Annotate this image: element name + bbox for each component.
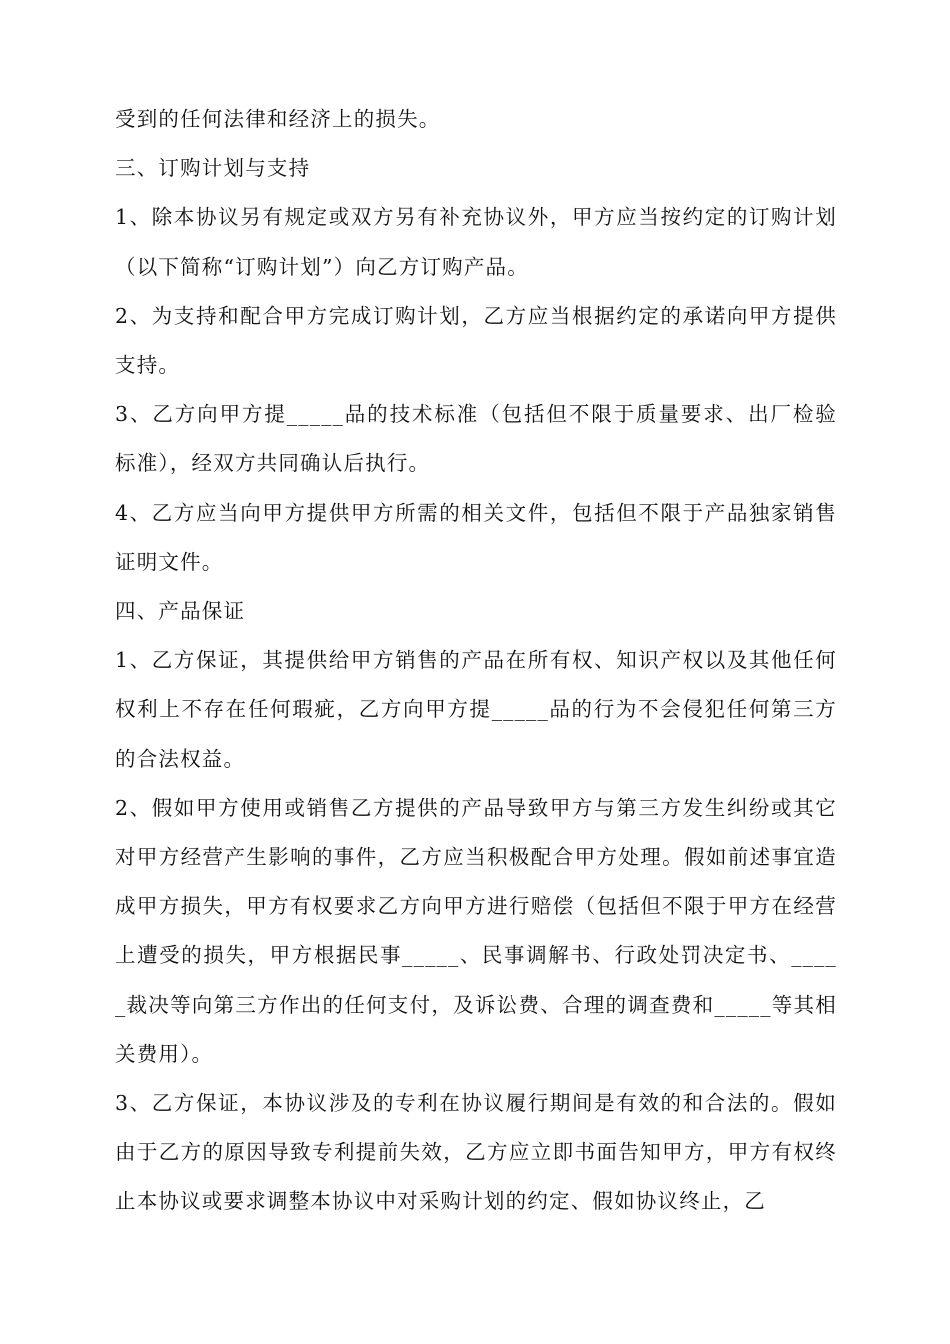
clause-4-2: 2、假如甲方使用或销售乙方提供的产品导致甲方与第三方发生纠纷或其它对甲方经营产生影响的事件，乙方应当积极配合甲方处理。假如前述事宜造成甲方损失，甲方有权要求乙方向甲方进行赔偿（包括但不限于甲方在经营上遭受的损失，甲方根据民事_____、民事调解书、行政处罚决定书、_____裁决等向第三方作出的任何支付，及诉讼费、合理的调查费和_____等其相关费用）。 — [115, 795, 837, 1066]
section-heading-product-guarantee: 四、产品保证 — [115, 599, 246, 624]
clause-4-3: 3、乙方保证，本协议涉及的专利在协议履行期间是有效的和合法的。假如由于乙方的原因导致专利提前失效，乙方应立即书面告知甲方，甲方有权终止本协议或要求调整本协议中对采购计划的约定、假如协议终止，乙 — [115, 1091, 837, 1214]
clause-4-1: 1、乙方保证，其提供给甲方销售的产品在所有权、知识产权以及其他任何权利上不存在任何瑕疵，乙方向甲方提_____品的行为不会侵犯任何第三方的合法权益。 — [115, 648, 837, 771]
paragraph-loss-continuation: 受到的任何法律和经济上的损失。 — [115, 107, 441, 131]
clause-3-4: 4、乙方应当向甲方提供甲方所需的相关文件，包括但不限于产品独家销售证明文件。 — [115, 500, 837, 574]
section-heading-order-plan: 三、订购计划与支持 — [115, 156, 311, 181]
clause-3-3: 3、乙方向甲方提_____品的技术标准（包括但不限于质量要求、出厂检验标准），经双方共同确认后执行。 — [115, 402, 837, 476]
clause-3-1: 1、除本协议另有规定或双方另有补充协议外，甲方应当按约定的订购计划（以下简称“订购计划”）向乙方订购产品。 — [115, 205, 837, 279]
clause-3-2: 2、为支持和配合甲方完成订购计划，乙方应当根据约定的承诺向甲方提供支持。 — [115, 303, 837, 378]
document-body — [115, 95, 837, 1227]
